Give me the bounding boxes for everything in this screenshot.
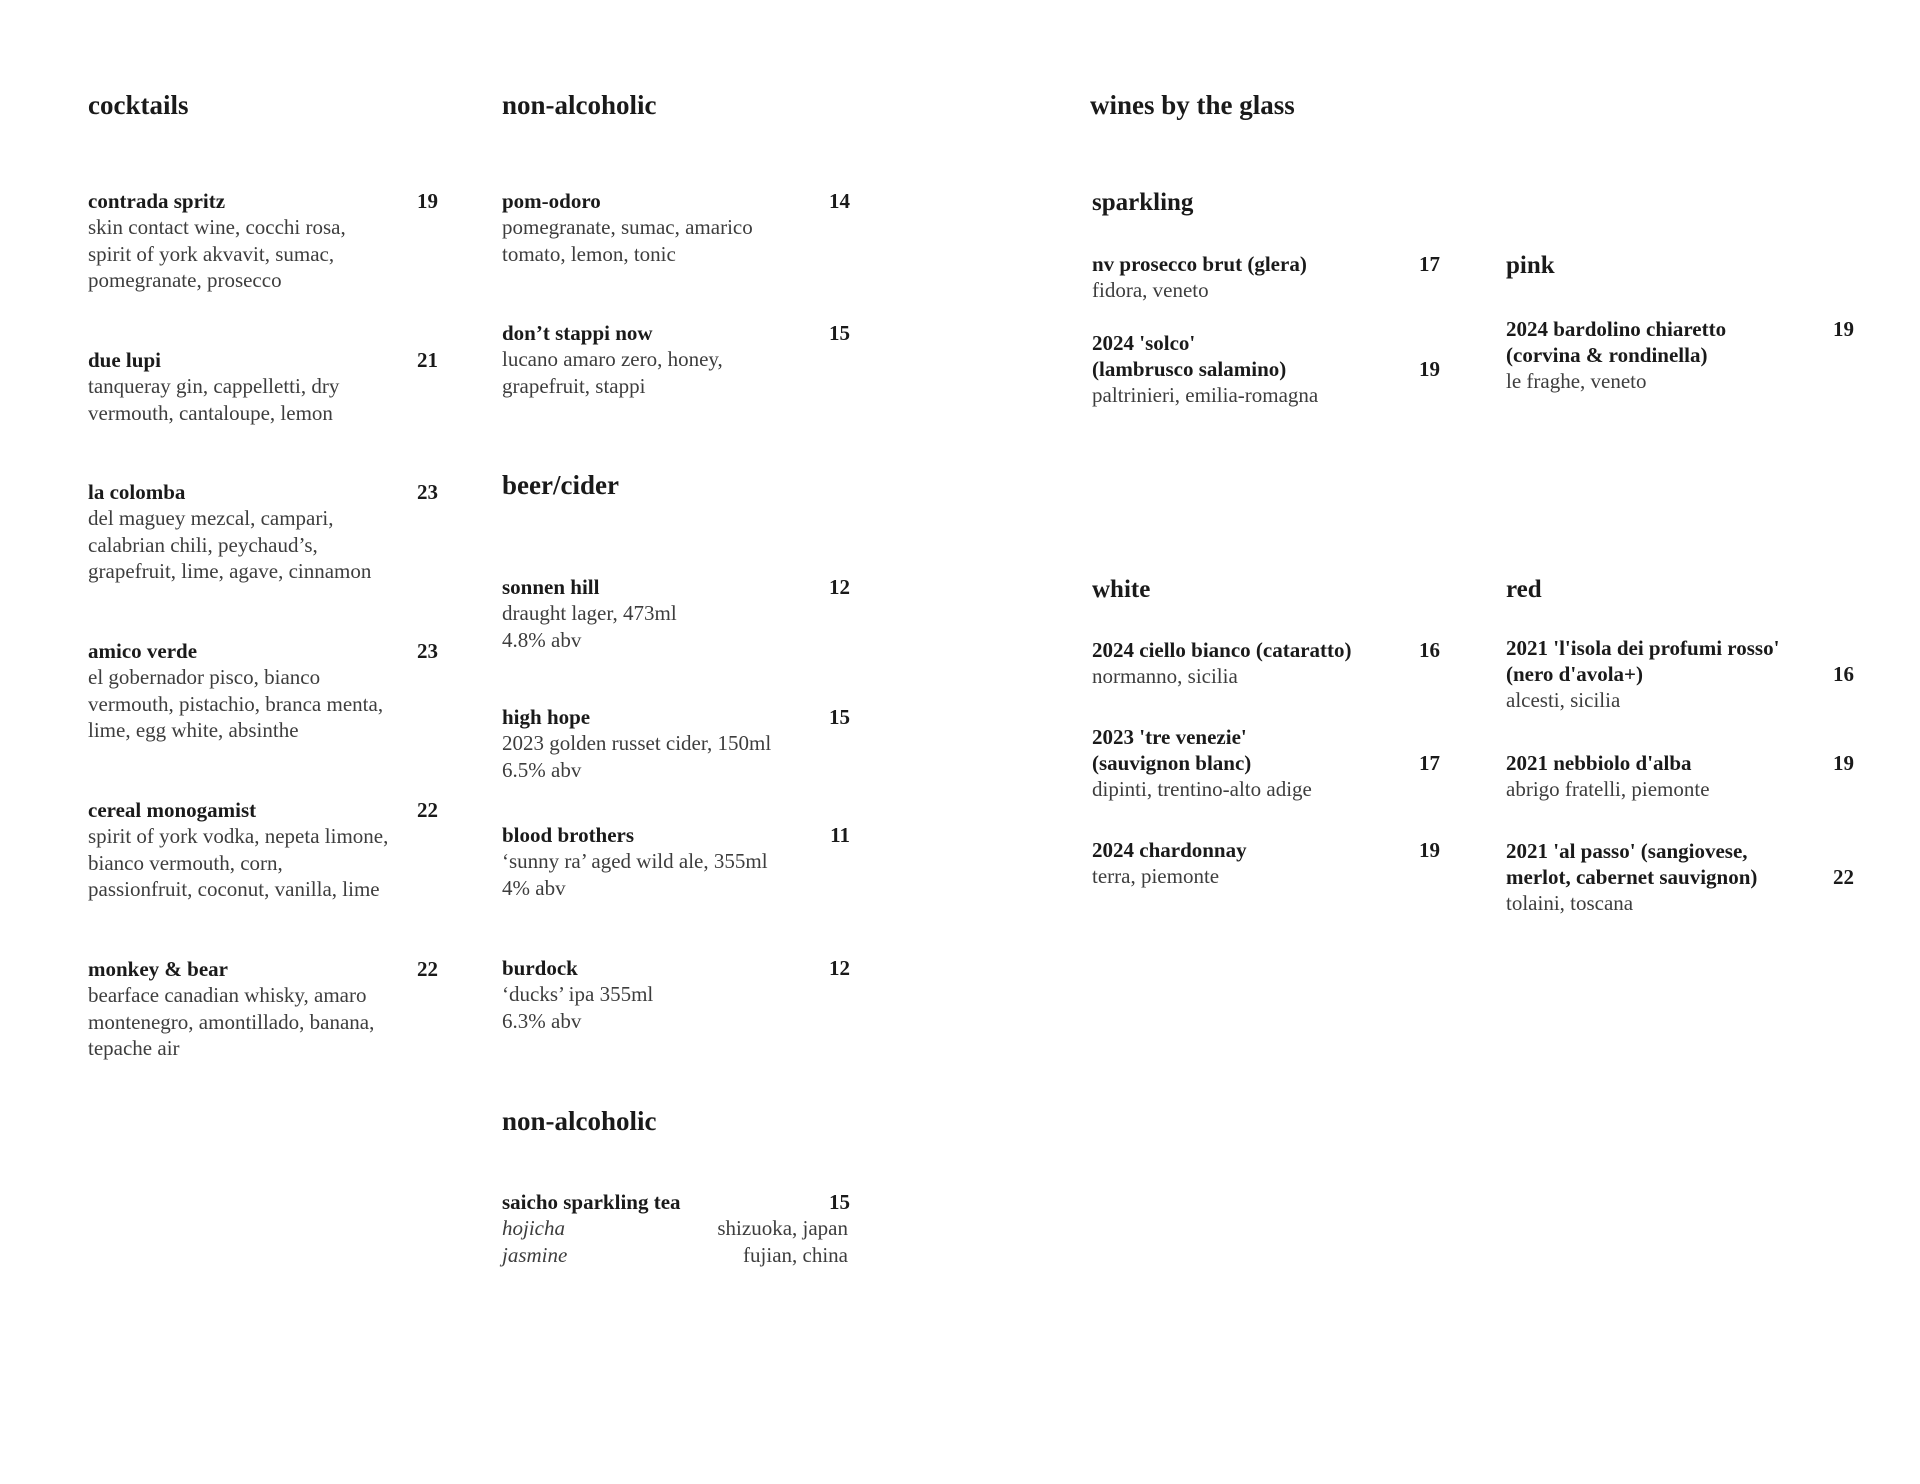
non-alcoholic-2-heading: non-alcoholic (502, 1106, 657, 1136)
item-price: 22 (417, 798, 438, 822)
menu-item-sonnen-hill (502, 574, 850, 653)
item-description: fidora, veneto (1092, 278, 1209, 302)
item-name: 2021 'l'isola dei profumi rosso' (nero d'avola+) (1506, 636, 1780, 686)
item-description: ‘ducks’ ipa 355ml 6.3% abv (502, 982, 654, 1033)
item-description: bearface canadian whisky, amaro montenegro, amontillado, banana, tepache air (88, 983, 375, 1060)
menu-item-high-hope (502, 704, 850, 783)
sparkling-heading: sparkling (1092, 189, 1194, 216)
item-description: lucano amaro zero, honey, grapefruit, stappi (502, 347, 723, 398)
item-name: amico verde (88, 639, 198, 663)
tea-name: jasmine (502, 1243, 568, 1267)
wine-item-solco (1092, 330, 1440, 409)
item-price: 19 (417, 189, 438, 213)
tea-row-hojicha (502, 1215, 848, 1242)
beer-cider-heading: beer/cider (502, 470, 619, 500)
item-price: 17 (1419, 751, 1440, 775)
item-name: contrada spritz (88, 189, 226, 213)
item-name: cereal monogamist (88, 798, 257, 822)
wine-item-chardonnay (1092, 837, 1440, 890)
item-name: 2024 chardonnay (1092, 838, 1247, 862)
item-price: 15 (829, 705, 850, 729)
item-description: terra, piemonte (1092, 864, 1220, 888)
tea-origin: fujian, china (743, 1243, 848, 1267)
red-heading: red (1506, 576, 1542, 603)
tea-row-jasmine (502, 1242, 848, 1269)
item-price: 23 (417, 639, 438, 663)
item-price: 16 (1419, 638, 1440, 662)
wine-item-ciello-bianco (1092, 637, 1440, 690)
item-price: 22 (1833, 865, 1854, 889)
item-description: el gobernador pisco, bianco vermouth, pistachio, branca menta, lime, egg white, absinthe (88, 665, 384, 742)
item-description: paltrinieri, emilia-romagna (1092, 383, 1319, 407)
item-description: 2023 golden russet cider, 150ml 6.5% abv (502, 731, 772, 782)
item-description: tolaini, toscana (1506, 891, 1634, 915)
item-description: spirit of york vodka, nepeta limone, bianco vermouth, corn, passionfruit, coconut, vanilla, lime (88, 824, 389, 901)
item-description: normanno, sicilia (1092, 664, 1238, 688)
wine-item-nebbiolo-dalba (1506, 750, 1854, 803)
menu-item-la-colomba (88, 479, 438, 585)
tea-name: hojicha (502, 1216, 565, 1240)
pink-heading: pink (1506, 252, 1555, 279)
item-name: 2024 'solco' (lambrusco salamino) (1092, 331, 1287, 381)
item-description: tanqueray gin, cappelletti, dry vermouth, cantaloupe, lemon (88, 374, 340, 425)
item-price: 15 (829, 321, 850, 345)
item-price: 19 (1833, 751, 1854, 775)
white-heading: white (1092, 576, 1151, 603)
menu-item-amico-verde (88, 638, 438, 744)
item-name: sonnen hill (502, 575, 600, 599)
wine-item-isola-dei-profumi (1506, 635, 1854, 714)
item-name: 2023 'tre venezie' (sauvignon blanc) (1092, 725, 1252, 775)
item-name: 2021 'al passo' (sangiovese, merlot, cabernet sauvignon) (1506, 839, 1758, 889)
item-description: abrigo fratelli, piemonte (1506, 777, 1710, 801)
item-price: 19 (1833, 317, 1854, 341)
item-description: skin contact wine, cocchi rosa, spirit of york akvavit, sumac, pomegranate, prosecco (88, 215, 346, 292)
item-name: saicho sparkling tea (502, 1190, 681, 1214)
item-name: la colomba (88, 480, 186, 504)
menu-item-dont-stappi-now (502, 320, 850, 399)
item-name: 2024 bardolino chiaretto (corvina & rondinella) (1506, 317, 1727, 367)
item-price: 22 (417, 957, 438, 981)
menu-item-saicho-sparkling-tea (502, 1189, 850, 1215)
item-price: 12 (829, 575, 850, 599)
non-alcoholic-heading: non-alcoholic (502, 90, 657, 120)
menu-item-blood-brothers (502, 822, 850, 901)
item-name: nv prosecco brut (glera) (1092, 252, 1307, 276)
menu-item-due-lupi (88, 347, 438, 426)
item-price: 21 (417, 348, 438, 372)
menu-item-pom-odoro (502, 188, 850, 267)
item-name: pom-odoro (502, 189, 601, 213)
item-name: blood brothers (502, 823, 635, 847)
item-name: high hope (502, 705, 591, 729)
item-name: 2024 ciello bianco (cataratto) (1092, 638, 1352, 662)
item-price: 23 (417, 480, 438, 504)
item-description: ‘sunny ra’ aged wild ale, 355ml 4% abv (502, 849, 768, 900)
item-price: 14 (829, 189, 850, 213)
item-description: del maguey mezcal, campari, calabrian chili, peychaud’s, grapefruit, lime, agave, cinnamon (88, 506, 372, 583)
item-description: alcesti, sicilia (1506, 688, 1621, 712)
item-description: dipinti, trentino-alto adige (1092, 777, 1312, 801)
item-price: 15 (829, 1190, 850, 1214)
wine-item-al-passo (1506, 838, 1854, 917)
item-name: due lupi (88, 348, 161, 372)
item-price: 11 (830, 823, 850, 847)
wine-item-tre-venezie (1092, 724, 1440, 803)
menu-item-monkey-and-bear (88, 956, 438, 1062)
item-name: 2021 nebbiolo d'alba (1506, 751, 1692, 775)
item-description: pomegranate, sumac, amarico tomato, lemon, tonic (502, 215, 753, 266)
item-price: 16 (1833, 662, 1854, 686)
wine-item-prosecco (1092, 251, 1440, 304)
item-price: 19 (1419, 838, 1440, 862)
item-name: monkey & bear (88, 957, 228, 981)
menu-item-cereal-monogamist (88, 797, 438, 903)
item-price: 17 (1419, 252, 1440, 276)
wines-heading: wines by the glass (1090, 90, 1295, 120)
tea-origin: shizuoka, japan (717, 1216, 848, 1240)
cocktails-heading: cocktails (88, 90, 189, 120)
menu-item-contrada-spritz (88, 188, 438, 294)
menu-item-burdock (502, 955, 850, 1034)
wine-item-bardolino-chiaretto (1506, 316, 1854, 395)
item-description: draught lager, 473ml 4.8% abv (502, 601, 677, 652)
item-price: 19 (1419, 357, 1440, 381)
item-price: 12 (829, 956, 850, 980)
item-description: le fraghe, veneto (1506, 369, 1647, 393)
item-name: burdock (502, 956, 578, 980)
item-name: don’t stappi now (502, 321, 653, 345)
